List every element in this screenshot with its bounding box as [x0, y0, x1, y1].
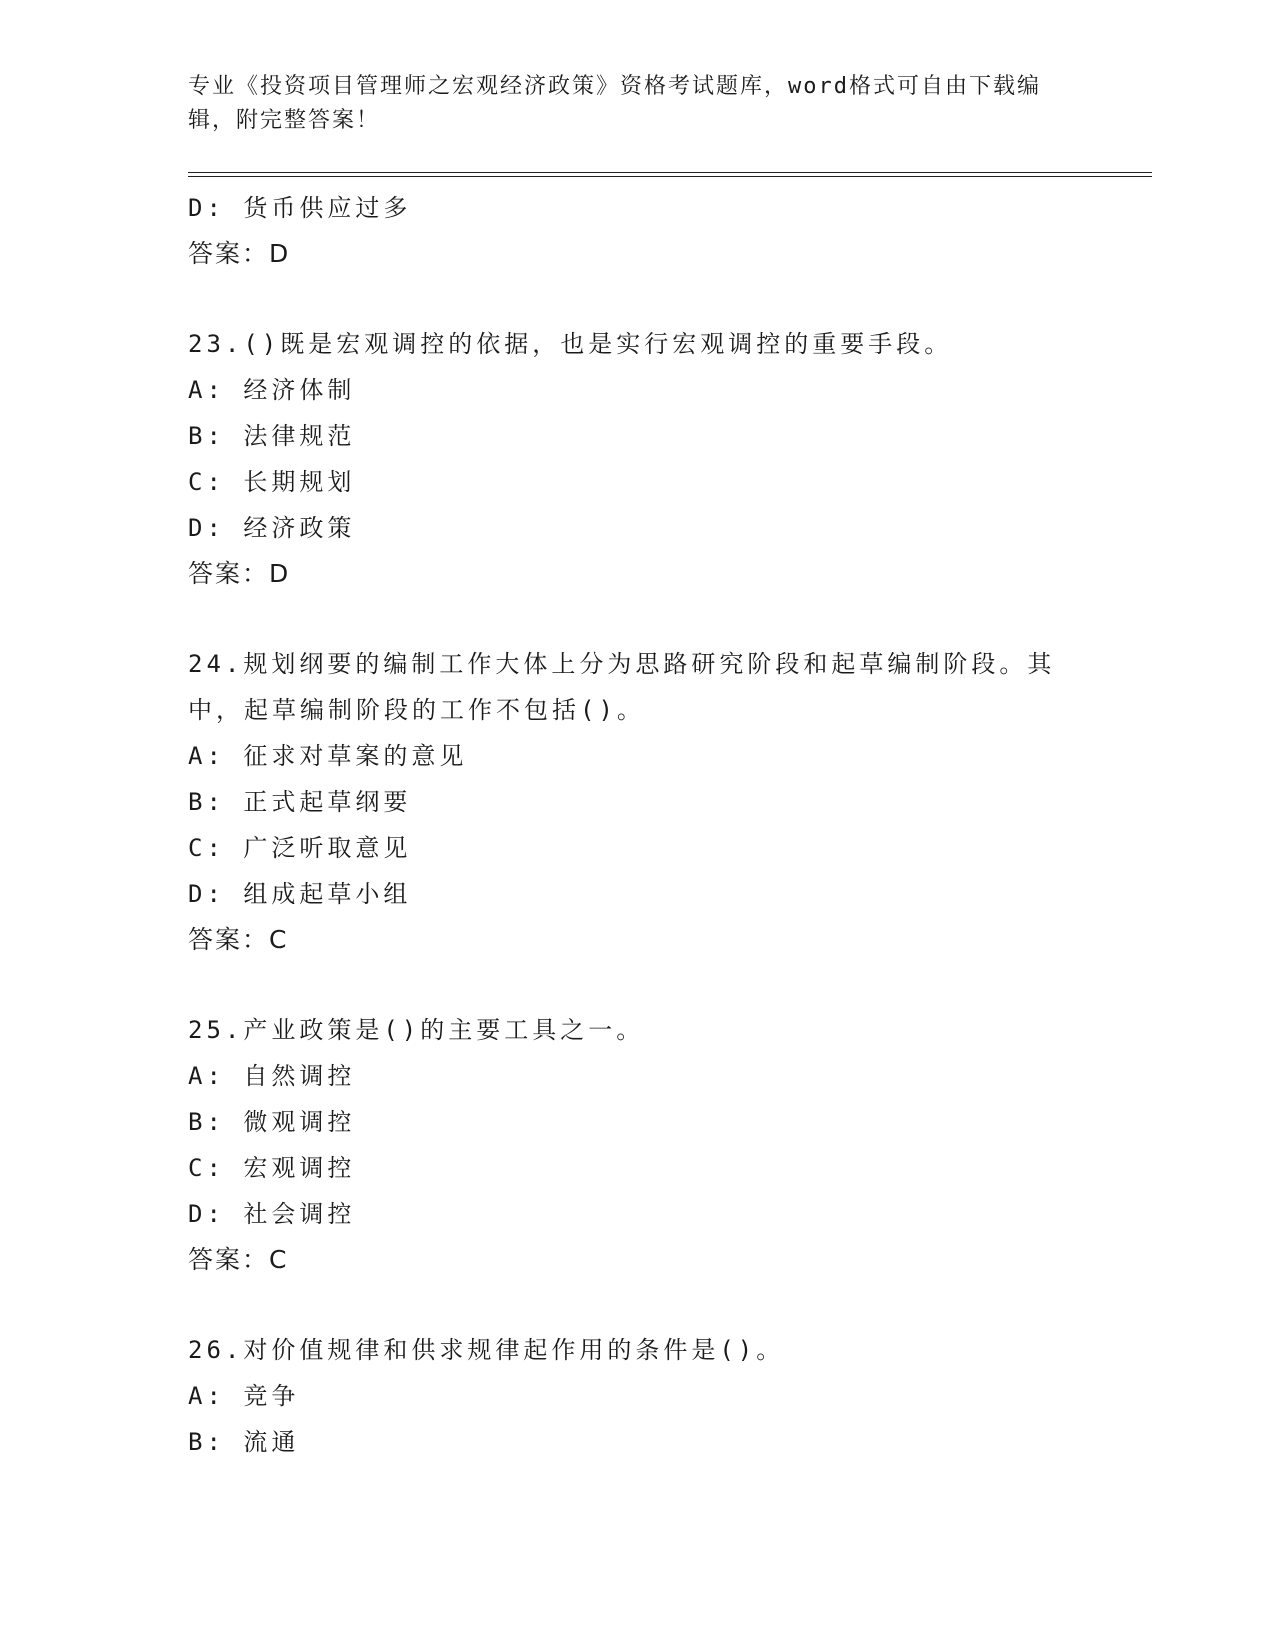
option-c: C: 长期规划 [188, 468, 356, 496]
document-body [188, 185, 1148, 1465]
question-text: 26.对价值规律和供求规律起作用的条件是()。 [188, 1336, 785, 1364]
question-text: 23.()既是宏观调控的依据，也是实行宏观调控的重要手段。 [188, 330, 953, 358]
question-text: 24.规划纲要的编制工作大体上分为思路研究阶段和起草编制阶段。其中，起草编制阶段的工作不包括()。 [188, 650, 1056, 724]
answer-line: 答案：D [188, 239, 291, 268]
option-a: A: 自然调控 [188, 1062, 356, 1090]
option-a: A: 经济体制 [188, 376, 356, 404]
answer-line: 答案：D [188, 559, 291, 588]
document-header: 专业《投资项目管理师之宏观经济政策》资格考试题库，word格式可自由下载编辑，附完整答案！ [188, 74, 1041, 133]
option-b: B: 正式起草纲要 [188, 788, 412, 816]
option-b: B: 微观调控 [188, 1108, 356, 1136]
document-page [188, 70, 1148, 1465]
question-text: 25.产业政策是()的主要工具之一。 [188, 1016, 645, 1044]
option-a: A: 竞争 [188, 1382, 300, 1410]
question-25 [188, 1007, 1148, 1283]
option-d: D: 经济政策 [188, 514, 356, 542]
option-c: C: 广泛听取意见 [188, 834, 412, 862]
option-d: D: 货币供应过多 [188, 194, 412, 222]
option-b: B: 流通 [188, 1428, 300, 1456]
question-23 [188, 321, 1148, 597]
answer-line: 答案：C [188, 925, 289, 954]
option-d: D: 社会调控 [188, 1200, 356, 1228]
question-26 [188, 1327, 1148, 1465]
option-a: A: 征求对草案的意见 [188, 742, 468, 770]
option-b: B: 法律规范 [188, 422, 356, 450]
option-d: D: 组成起草小组 [188, 880, 412, 908]
header-double-rule [188, 172, 1152, 177]
question-24 [188, 641, 1148, 963]
continued-question [188, 185, 1148, 277]
option-c: C: 宏观调控 [188, 1154, 356, 1182]
answer-line: 答案：C [188, 1245, 289, 1274]
